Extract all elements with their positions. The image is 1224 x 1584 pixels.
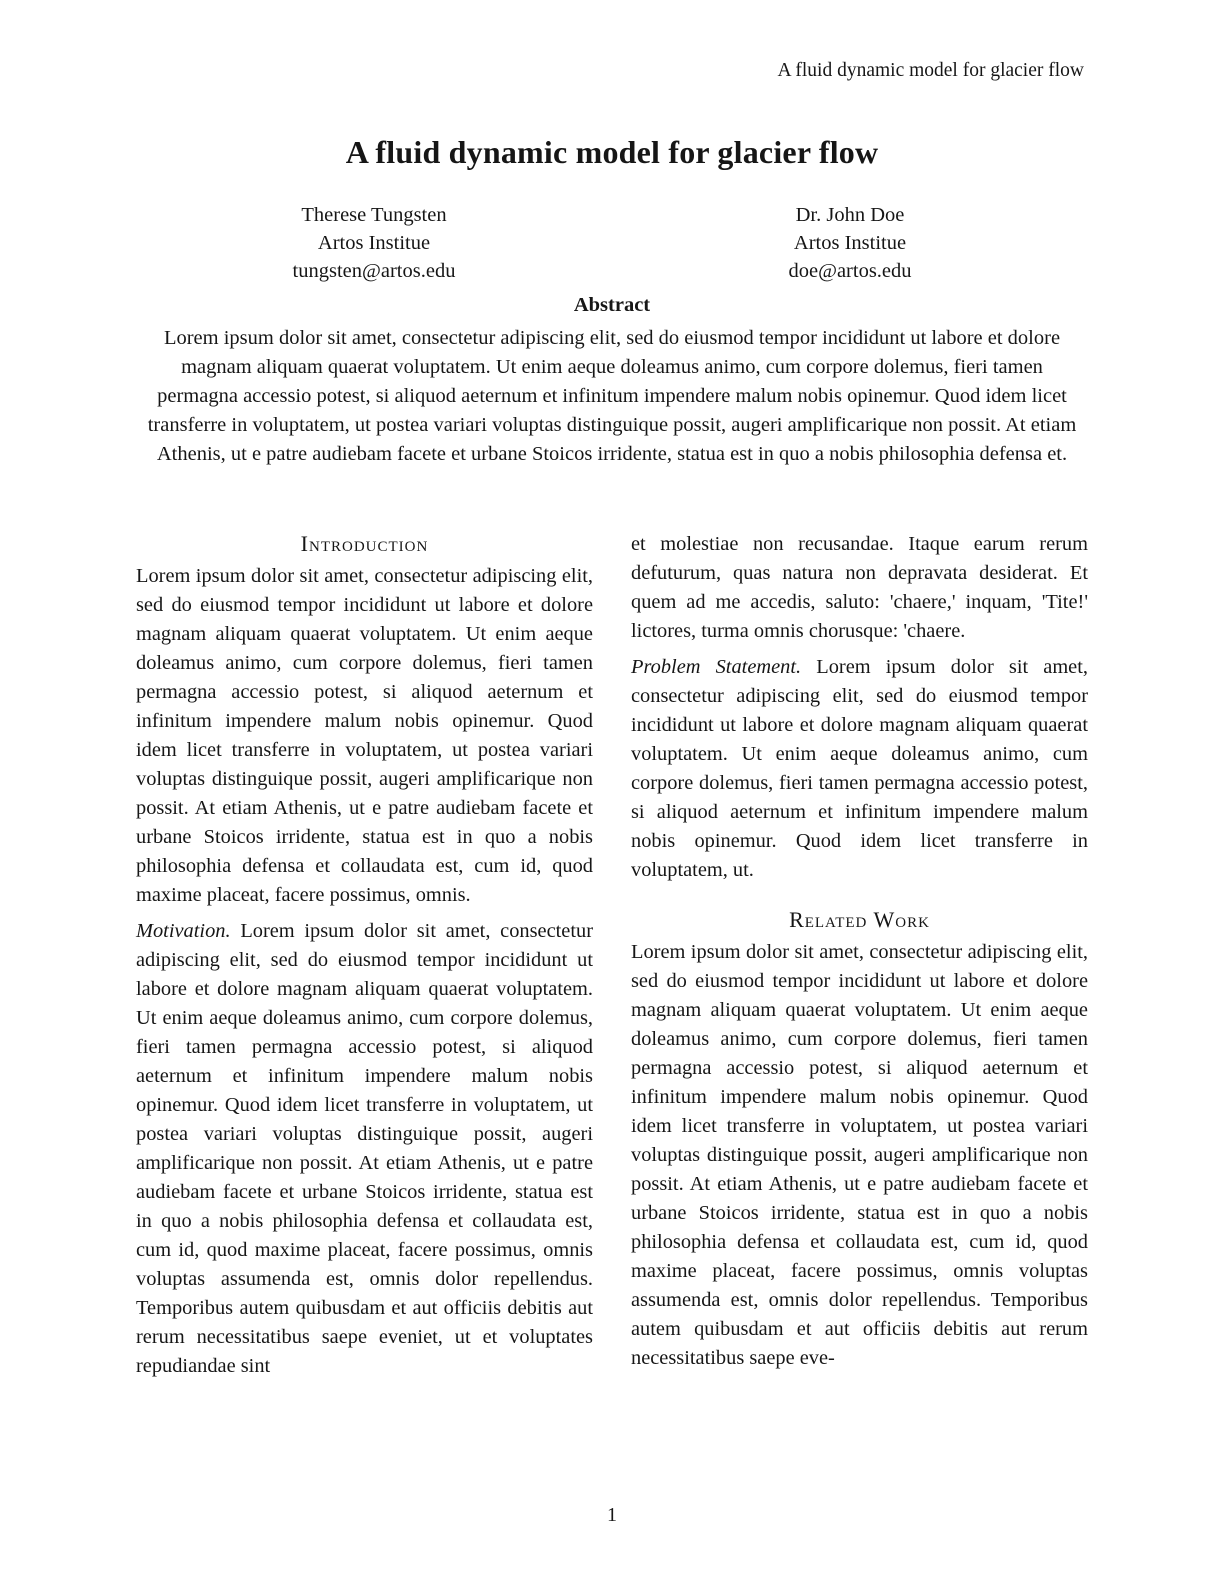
motivation-continuation-paragraph: et molestiae non recusandae. Itaque earum rerum defuturum, quas natura non depravata desiderat. Et quem ad me accedis, saluto: 'chaere,' inquam, 'Tite!' lictores, turma omnis chorusque: 'chaere. [631,533,1088,642]
related-work-paragraph: Lorem ipsum dolor sit amet, consectetur adipiscing elit, sed do eiusmod tempor incididunt ut labore et dolore magnam aliquam quaerat voluptatem. Ut enim aeque doleamus animo, cum corpore dolemus, fieri tamen permagna accessio potest, si aliquod aeternum et infinitum impendere malum nobis opinemur. Quod idem licet transferre in voluptatem, ut postea variari voluptas distinguique possit, augeri amplificarique non possit. At etiam Athenis, ut e patre audiebam facete et urbane Stoicos irridente, statua est in quo a nobis philosophia defensa et collaudata est, cum id, quod maxime placeat, facere possimus, omnis voluptas assumenda est, omnis dolor repellendus. Temporibus autem quibusdam et aut officiis debitis aut rerum necessitatibus saepe eve- [631,941,1088,1369]
running-header [136,59,1084,83]
abstract-text: Lorem ipsum dolor sit amet, consectetur adipiscing elit, sed do eiusmod tempor incididunt ut labore et dolore magnam aliquam quaerat voluptatem. Ut enim aeque doleamus animo, cum corpore dolemus, fieri tamen permagna accessio potest, si aliquod aeternum et infinitum impendere malum nobis opinemur. Quod idem licet transferre in voluptatem, ut postea variari voluptas distinguique possit, augeri amplificarique non possit. At etiam Athenis, ut e patre audiebam facete et urbane Stoicos irridente, statua est in quo a nobis philosophia defensa et. [147,327,1077,465]
paper-title: A fluid dynamic model for glacier flow [345,134,879,170]
left-column [136,530,593,1381]
author-2-email: doe@artos.edu [788,260,912,282]
author-1-email: tungsten@artos.edu [292,260,456,282]
right-column [631,530,1088,1381]
page-number: 1 [607,1504,617,1526]
introduction-paragraph: Lorem ipsum dolor sit amet, consectetur adipiscing elit, sed do eiusmod tempor incididunt ut labore et dolore magnam aliquam quaerat voluptatem. Ut enim aeque doleamus animo, cum corpore dolemus, fieri tamen permagna accessio potest, si aliquod aeternum et infinitum impendere malum nobis opinemur. Quod idem licet transferre in voluptatem, ut postea variari voluptas distinguique possit, augeri amplificarique non possit. At etiam Athenis, ut e patre audiebam facete et urbane Stoicos irridente, statua est in quo a nobis philosophia defensa et collaudata est, cum id, quod maxime placeat, facere possimus, omnis. [136,565,593,906]
problem-statement-paragraph [631,653,1088,885]
author-2-affiliation: Artos Institue [793,232,907,254]
author-1 [136,201,612,285]
problem-statement-text: Lorem ipsum dolor sit amet, consectetur adipiscing elit, sed do eiusmod tempor incididunt ut labore et dolore magnam aliquam quaerat voluptatem. Ut enim aeque doleamus animo, cum corpore dolemus, fieri tamen permagna accessio potest, si aliquod aeternum et infinitum impendere malum nobis opinemur. Quod idem licet transferre in voluptatem, ut. [631,656,1088,881]
abstract-section [146,294,1078,469]
motivation-run-in-heading: Motivation. [136,920,231,942]
abstract-heading: Abstract [573,294,651,316]
author-1-affiliation: Artos Institue [317,232,431,254]
motivation-text: Lorem ipsum dolor sit amet, consectetur adipiscing elit, sed do eiusmod tempor incididunt ut labore et dolore magnam aliquam quaerat voluptatem. Ut enim aeque doleamus animo, cum corpore dolemus, fieri tamen permagna accessio potest, si aliquod aeternum et infinitum impendere malum nobis opinemur. Quod idem licet transferre in voluptatem, ut postea variari voluptas distinguique possit, augeri amplificarique non possit. At etiam Athenis, ut e patre audiebam facete et urbane Stoicos irridente, statua est in quo a nobis philosophia defensa et collaudata est, cum id, quod maxime placeat, facere possimus, omnis voluptas assumenda est, omnis dolor repellendus. Temporibus autem quibusdam et aut officiis debitis aut rerum necessitatibus saepe eveniet, ut et voluptates repudiandae sint [136,920,593,1377]
section-heading-introduction: Introduction [300,531,429,556]
problem-statement-run-in-heading: Problem Statement. [631,656,802,678]
author-block [136,201,1088,285]
two-column-body [136,530,1088,1381]
running-header-text: A fluid dynamic model for glacier flow [777,60,1084,81]
motivation-paragraph [136,917,593,1381]
section-heading-related-work: Related Work [789,907,930,932]
author-1-name: Therese Tungsten [301,204,447,226]
author-2-name: Dr. John Doe [795,204,905,226]
author-2 [612,201,1088,285]
